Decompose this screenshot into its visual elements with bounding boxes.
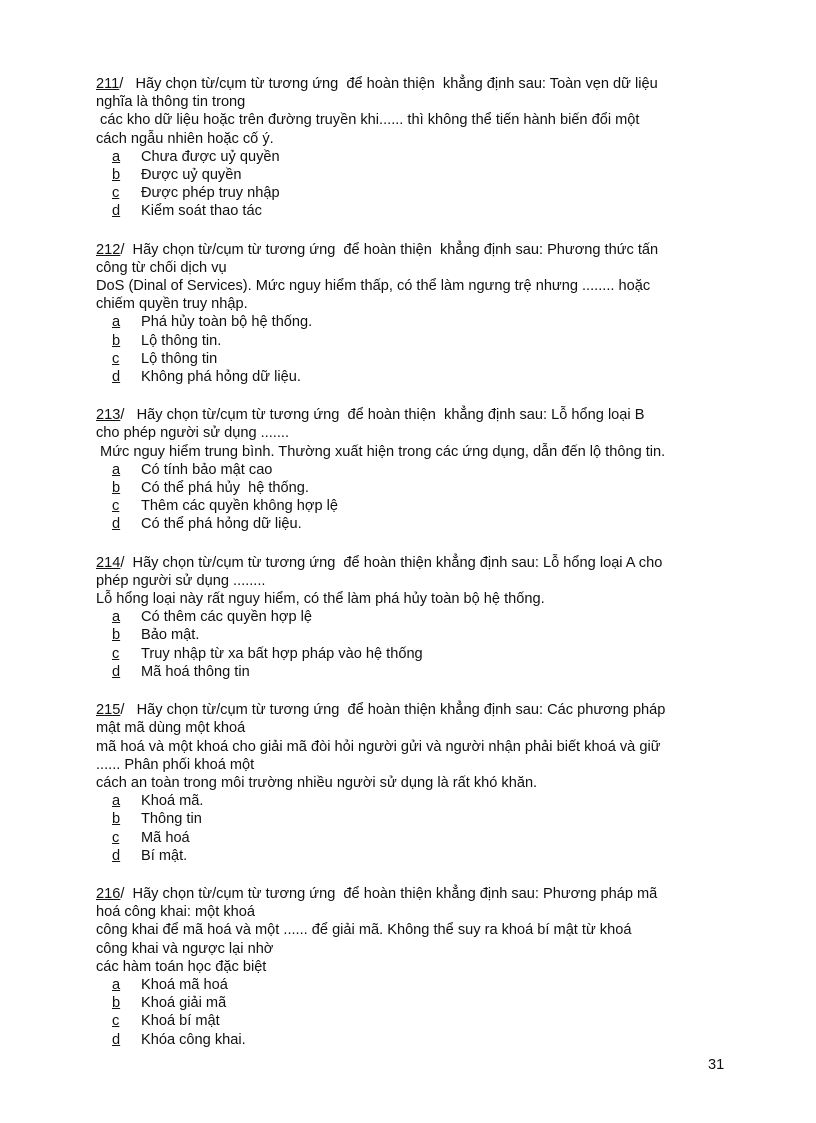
answer-options [96, 148, 736, 221]
answer-options [96, 313, 736, 386]
option-letter: b [112, 167, 121, 184]
question-number: 213 [96, 407, 121, 424]
question-number-separator: / [120, 885, 125, 902]
question-number: 216 [96, 885, 121, 902]
question-text: phép người sử dụng ........ [96, 572, 266, 589]
answer-option-d [96, 1031, 736, 1049]
question-text: Hãy chọn từ/cụm từ tương ứng để hoàn thiện khẳng định sau: Phương thức tấn [124, 241, 659, 258]
answer-option-b [96, 626, 736, 644]
question-text: Lỗ hổng loại này rất nguy hiểm, có thể làm phá hủy toàn bộ hệ thống. [96, 591, 545, 608]
question-text: hoá công khai: một khoá [96, 904, 256, 921]
answer-option-b [96, 479, 736, 497]
question-stem-line [96, 241, 736, 259]
document-page [96, 75, 736, 1069]
option-letter: b [112, 995, 121, 1012]
question-number: 214 [96, 554, 121, 571]
question-number: 212 [96, 241, 121, 258]
question-214 [96, 554, 736, 681]
page-number: 31 [708, 1057, 725, 1073]
answer-option-c [96, 1012, 736, 1030]
question-216 [96, 885, 736, 1049]
answer-option-a [96, 461, 736, 479]
question-text: mật mã dùng một khoá [96, 720, 246, 737]
option-text: Được uỷ quyền [141, 167, 242, 184]
question-text: Mức nguy hiểm trung bình. Thường xuất hiện trong các ứng dụng, dẫn đến lộ thông tin. [96, 443, 666, 460]
option-letter: c [112, 645, 120, 662]
answer-options [96, 461, 736, 534]
question-text: các hàm toán học đặc biệt [96, 958, 267, 975]
option-letter: b [112, 811, 121, 828]
question-number-separator: / [120, 241, 125, 258]
answer-options [96, 792, 736, 865]
option-text: Khoá mã hoá [141, 976, 228, 993]
option-text: Không phá hỏng dữ liệu. [141, 369, 301, 386]
question-text: Hãy chọn từ/cụm từ tương ứng để hoàn thiện khẳng định sau: Phương pháp mã [124, 885, 658, 902]
option-letter: d [112, 516, 121, 533]
answer-option-a [96, 148, 736, 166]
option-letter: d [112, 369, 121, 386]
option-text: Phá hủy toàn bộ hệ thống. [141, 314, 313, 331]
answer-option-d [96, 202, 736, 220]
option-letter: b [112, 332, 121, 349]
option-text: Chưa được uỷ quyền [141, 148, 280, 165]
option-letter: a [112, 314, 121, 331]
question-stem-line [96, 75, 736, 93]
answer-option-d [96, 515, 736, 533]
question-stem-line [96, 885, 736, 903]
answer-options [96, 976, 736, 1049]
answer-option-b [96, 166, 736, 184]
answer-options [96, 608, 736, 681]
question-text: cách an toàn trong môi trường nhiều người sử dụng là rất khó khăn. [96, 774, 538, 791]
question-number: 215 [96, 702, 121, 719]
option-text: Có thể phá hủy hệ thống. [141, 480, 309, 497]
option-letter: b [112, 627, 121, 644]
question-stem-line [96, 554, 736, 572]
option-text: Có thể phá hỏng dữ liệu. [141, 516, 302, 533]
option-letter: d [112, 847, 121, 864]
answer-option-c [96, 829, 736, 847]
question-text: các kho dữ liệu hoặc trên đường truyền khi...... thì không thể tiến hành biến đổi một [96, 112, 640, 129]
question-stem-line [96, 701, 736, 719]
question-text: công khai để mã hoá và một ...... để giải mã. Không thể suy ra khoá bí mật từ khoá [96, 922, 632, 939]
option-letter: d [112, 203, 121, 220]
option-text: Kiểm soát thao tác [141, 203, 262, 220]
question-number-separator: / [120, 554, 125, 571]
answer-option-c [96, 645, 736, 663]
question-number: 211 [96, 76, 120, 92]
question-text: công từ chối dịch vụ [96, 259, 227, 276]
option-text: Khoá giải mã [141, 995, 227, 1012]
answer-option-a [96, 313, 736, 331]
question-text: cho phép người sử dụng ....... [96, 425, 289, 442]
question-text: Hãy chọn từ/cụm từ tương ứng để hoàn thiện khẳng định sau: Các phương pháp [124, 702, 666, 719]
answer-option-b [96, 994, 736, 1012]
option-text: Thông tin [141, 811, 202, 828]
option-text: Truy nhập từ xa bất hợp pháp vào hệ thống [141, 645, 423, 662]
question-text: mã hoá và một khoá cho giải mã đòi hỏi người gửi và người nhận phải biết khoá và giữ [96, 738, 661, 755]
option-text: Thêm các quyền không hợp lệ [141, 498, 338, 515]
question-211 [96, 75, 736, 221]
option-letter: b [112, 480, 121, 497]
option-text: Lộ thông tin [141, 350, 218, 367]
answer-option-b [96, 332, 736, 350]
option-letter: a [112, 976, 121, 993]
option-letter: a [112, 793, 121, 810]
answer-option-c [96, 350, 736, 368]
question-text: DoS (Dinal of Services). Mức nguy hiểm thấp, có thể làm ngưng trệ nhưng ........ hoặc [96, 278, 651, 295]
answer-option-c [96, 497, 736, 515]
question-text: Hãy chọn từ/cụm từ tương ứng để hoàn thiện khẳng định sau: Lỗ hổng loại A cho [124, 554, 663, 571]
option-letter: a [112, 148, 121, 165]
question-text: công khai và ngược lại nhờ [96, 940, 274, 957]
option-text: Có tính bảo mật cao [141, 461, 273, 478]
question-text: cách ngẫu nhiên hoặc cố ý. [96, 130, 274, 147]
question-text: nghĩa là thông tin trong [96, 94, 246, 111]
option-letter: c [112, 829, 120, 846]
answer-option-c [96, 184, 736, 202]
option-letter: d [112, 1031, 121, 1048]
answer-option-b [96, 810, 736, 828]
option-text: Bảo mật. [141, 627, 200, 644]
option-letter: d [112, 663, 121, 680]
option-text: Khoá bí mật [141, 1013, 220, 1030]
question-stem-line [96, 406, 736, 424]
question-number-separator: / [120, 407, 125, 424]
option-text: Khoá mã. [141, 793, 204, 810]
question-text: Hãy chọn từ/cụm từ tương ứng để hoàn thiện khẳng định sau: Lỗ hổng loại B [124, 407, 645, 424]
question-text: Hãy chọn từ/cụm từ tương ứng để hoàn thiện khẳng định sau: Toàn vẹn dữ liệu [123, 76, 658, 92]
question-number-separator: / [119, 76, 124, 92]
option-letter: c [112, 350, 120, 367]
option-letter: c [112, 1013, 120, 1030]
answer-option-a [96, 608, 736, 626]
option-text: Bí mật. [141, 847, 188, 864]
option-text: Lộ thông tin. [141, 332, 222, 349]
question-number-separator: / [120, 702, 125, 719]
answer-option-a [96, 976, 736, 994]
question-text: ...... Phân phối khoá một [96, 756, 255, 773]
option-text: Mã hoá thông tin [141, 663, 250, 680]
answer-option-a [96, 792, 736, 810]
question-215 [96, 701, 736, 865]
question-text: chiếm quyền truy nhập. [96, 296, 248, 313]
question-212 [96, 241, 736, 387]
question-213 [96, 406, 736, 533]
option-text: Được phép truy nhập [141, 185, 280, 202]
option-letter: c [112, 498, 120, 515]
option-text: Có thêm các quyền hợp lệ [141, 609, 313, 626]
option-letter: a [112, 461, 121, 478]
option-text: Khóa công khai. [141, 1031, 246, 1048]
answer-option-d [96, 847, 736, 865]
option-text: Mã hoá [141, 829, 190, 846]
answer-option-d [96, 663, 736, 681]
option-letter: a [112, 609, 121, 626]
answer-option-d [96, 368, 736, 386]
option-letter: c [112, 185, 120, 202]
